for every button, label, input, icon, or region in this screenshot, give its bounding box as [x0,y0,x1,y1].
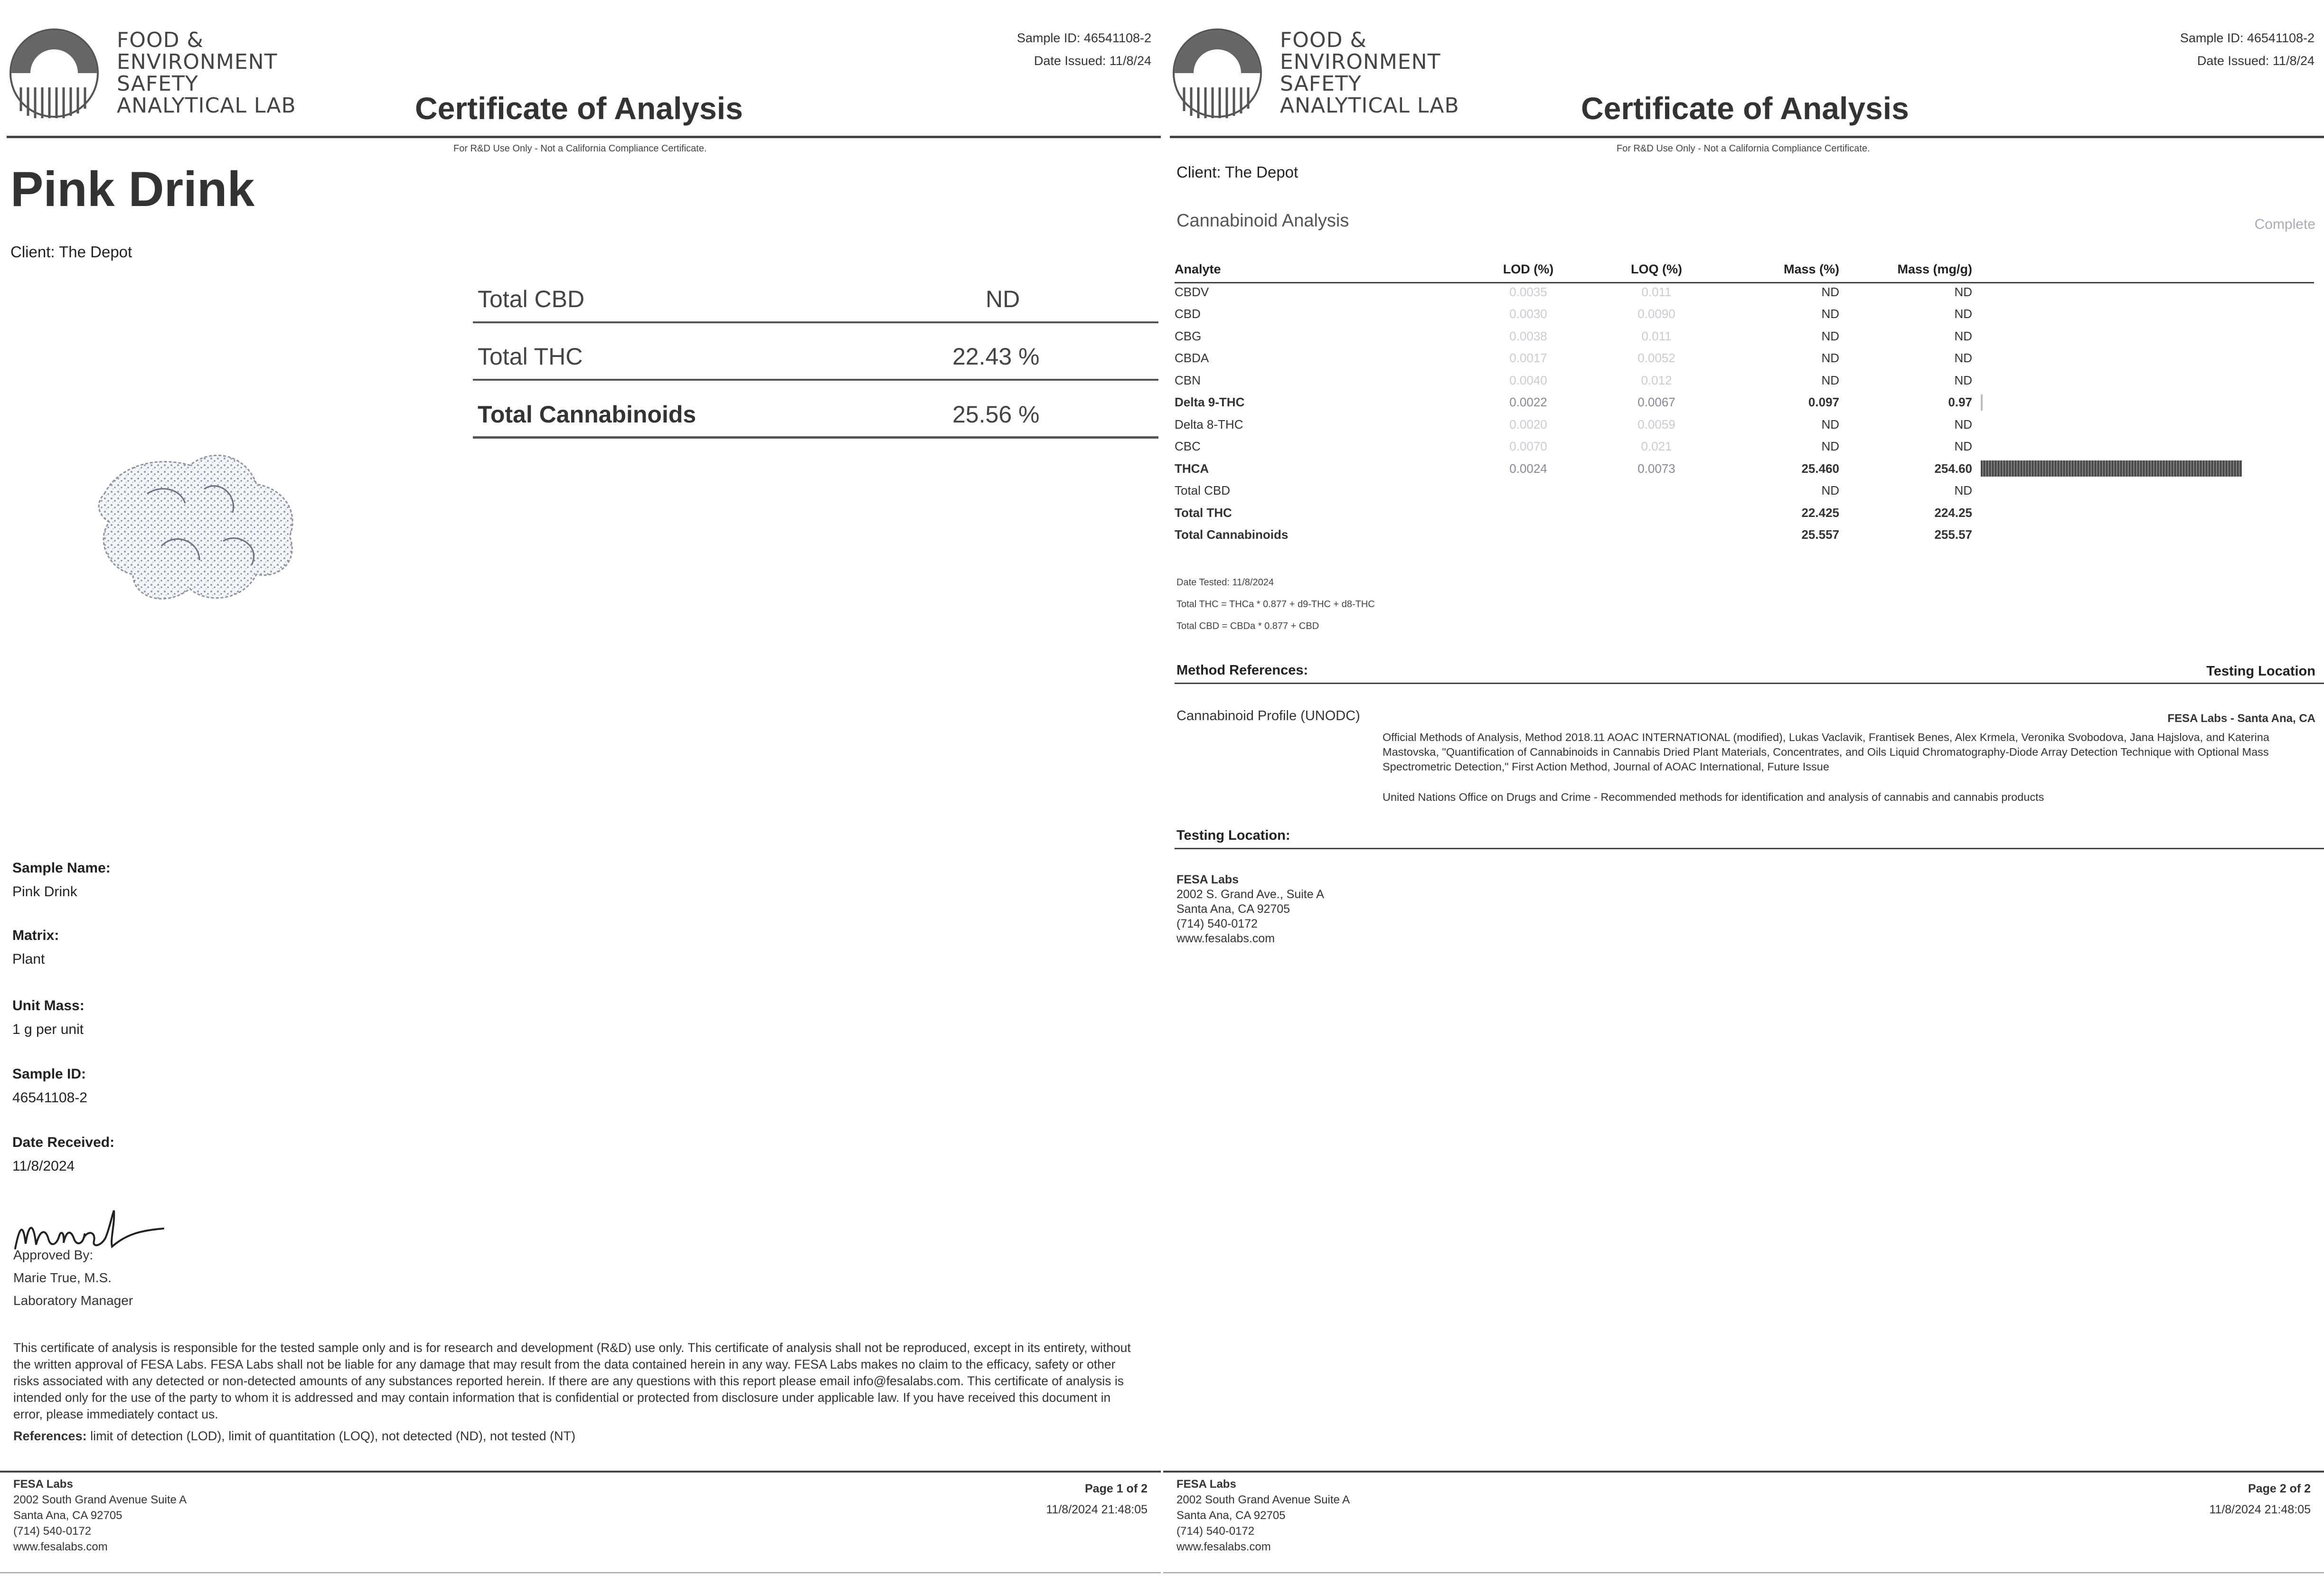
mass-mg-cell: 224.25 [1934,505,1972,520]
footer-website: www.fesalabs.com [13,1540,108,1553]
coa-page-1 [0,0,1161,1586]
loq-cell: 0.012 [1641,373,1672,387]
mass-pct-cell: ND [1821,439,1839,454]
fesa-logo-icon [1170,21,1274,125]
lod-cell [1464,502,1592,524]
table-row [1175,413,2305,436]
footer-address [1176,1476,1350,1555]
analyte-cell: Total THC [1175,505,1232,520]
client-name: Client: The Depot [10,243,132,261]
loq-cell: 0.011 [1641,328,1672,343]
testing-phone: (714) 540-0172 [1176,917,1258,930]
testing-address-line: 2002 S. Grand Ave., Suite A [1176,888,1324,901]
lab-name [1280,29,1459,117]
document-title: Certificate of Analysis [1581,91,1909,126]
rd-use-note: For R&D Use Only - Not a California Compliance Certificate. [453,143,707,154]
footer-divider [1163,1471,2324,1473]
mass-pct-cell: ND [1821,328,1839,343]
column-header-bar [1972,260,2305,281]
rd-use-note: For R&D Use Only - Not a California Compliance Certificate. [1617,143,1870,154]
lab-name-line: ENVIRONMENT [117,50,278,74]
lod-cell: 0.0035 [1509,284,1547,299]
summary-divider [473,436,1158,439]
mass-mg-cell: ND [1954,373,1972,387]
table-row [1175,392,2305,414]
approved-by-label: Approved By: [13,1248,94,1262]
analyte-cell: Total Cannabinoids [1175,527,1289,542]
footer-address-line: 2002 South Grand Avenue Suite A [13,1493,187,1506]
footer-timestamp: 11/8/2024 21:48:05 [2209,1503,2311,1516]
lod-cell: 0.0070 [1509,439,1547,454]
mass-pct-cell: 25.557 [1801,527,1839,542]
header-date-issued: Date Issued: 11/8/24 [1034,54,1151,68]
detail-value-matrix: Plant [12,951,45,967]
lab-name [117,29,296,117]
fesa-logo [1170,21,1474,125]
analyte-cell: Delta 9-THC [1175,395,1245,410]
summary-label: Total THC [478,343,583,370]
mass-pct-cell: ND [1821,351,1839,366]
mass-mg-cell: ND [1954,417,1972,432]
column-header: LOQ (%) [1631,262,1682,276]
mass-mg-cell: ND [1954,351,1972,366]
document-title: Certificate of Analysis [415,91,743,126]
mass-pct-cell: ND [1821,417,1839,432]
table-row [1175,524,2305,546]
formula-total-thc: Total THC = THCa * 0.877 + d9-THC + d8-THC [1176,599,1375,610]
mass-pct-cell: ND [1821,483,1839,498]
fesa-logo-icon [7,21,111,125]
detail-value-date-received: 11/8/2024 [12,1158,75,1174]
lod-cell [1464,480,1592,502]
column-header: Mass (%) [1783,262,1839,276]
lod-cell: 0.0024 [1509,461,1547,476]
mass-mg-cell: ND [1954,328,1972,343]
bar-cell [1972,502,2305,524]
mass-pct-cell: 0.097 [1808,395,1839,410]
analyte-cell: CBC [1175,439,1201,454]
bar-cell [1972,281,2305,303]
mass-pct-cell: ND [1821,373,1839,387]
detail-label-matrix: Matrix: [12,928,59,943]
references [13,1429,575,1444]
mass-pct-cell: 22.425 [1801,505,1839,520]
table-row [1175,281,2305,303]
mass-pct-cell: ND [1821,284,1839,299]
page-number: Page 1 of 2 [1085,1482,1148,1495]
loq-cell: 0.011 [1641,284,1672,299]
table-row [1175,458,2305,480]
formula-total-cbd: Total CBD = CBDa * 0.877 + CBD [1176,621,1319,631]
testing-website: www.fesalabs.com [1176,932,1275,945]
analyte-cell: Delta 8-THC [1175,417,1243,432]
summary-divider [473,379,1158,381]
lod-cell: 0.0030 [1509,307,1547,321]
analyte-cell: CBDA [1175,351,1209,366]
analyte-cell: Total CBD [1175,483,1231,498]
product-name: Pink Drink [10,162,255,217]
analyte-cell: CBG [1175,328,1202,343]
bar-cell [1972,480,2305,502]
loq-cell: 0.021 [1641,439,1672,454]
detail-value-sample-id: 46541108-2 [12,1090,87,1106]
detail-label-unit-mass: Unit Mass: [12,998,85,1014]
footer-address [13,1476,187,1555]
header-divider [1170,136,2324,138]
footer-address-line: Santa Ana, CA 92705 [1176,1509,1286,1522]
page-number: Page 2 of 2 [2248,1482,2311,1495]
bar-cell [1972,436,2305,458]
approver-title: Laboratory Manager [13,1293,133,1308]
table-row [1175,436,2305,458]
header-sample-id: Sample ID: 46541108-2 [2180,31,2315,45]
lab-name-line: ANALYTICAL LAB [1280,94,1459,118]
loq-cell: 0.0052 [1637,351,1675,366]
footer-page-info [2209,1478,2311,1520]
references-label: References: [13,1429,87,1443]
table-row [1175,502,2305,524]
bar-cell [1972,413,2305,436]
bar-cell [1972,392,2305,414]
section-title: Cannabinoid Analysis [1176,211,1349,231]
footer-address-line: Santa Ana, CA 92705 [13,1509,122,1522]
footer-phone: (714) 540-0172 [13,1525,92,1538]
bar-cell [1972,458,2305,480]
method-location: FESA Labs - Santa Ana, CA [2167,712,2315,725]
header-sample-id: Sample ID: 46541108-2 [1016,31,1151,45]
analyte-cell: CBN [1175,373,1201,387]
method-references-divider [1175,683,2324,684]
disclaimer-text: This certificate of analysis is responsible for the tested sample only and is for research and development (R&D) use only. This certificate of analysis shall not be reproduced, except in its entirety, without the written approval of FESA Labs. FESA Labs shall not be liable for any damage that may result from the data contained herein in any way. FESA Labs makes no claim to the efficacy, safety or other risks associated with any detected or non-detected amounts of any substances reported herein. If there are any questions with this report please email info@fesalabs.com. This certificate of analysis is intended only for the use of the party to whom it is addressed and may contain information that is confidential or protected from disclosure under applicable law. If you have received this document in error, please immediately contact us. [13,1341,1131,1421]
mass-mg-cell: ND [1954,284,1972,299]
column-header: LOD (%) [1503,262,1554,276]
bar-cell [1972,369,2305,392]
lab-name-line: ANALYTICAL LAB [117,94,296,118]
bar-cell [1972,325,2305,347]
summary-value: 25.56 % [952,401,1040,428]
summary-label: Total Cannabinoids [478,401,696,428]
detail-label-sample-id: Sample ID: [12,1066,86,1082]
testing-lab-name: FESA Labs [1176,873,1239,886]
date-tested: Date Tested: 11/8/2024 [1176,577,1274,588]
table-row [1175,325,2305,347]
client-name: Client: The Depot [1176,163,1298,181]
fesa-logo [7,21,310,125]
footer-address-line: 2002 South Grand Avenue Suite A [1176,1493,1350,1506]
loq-cell: 0.0059 [1637,417,1675,432]
mass-pct-cell: ND [1821,307,1839,321]
lod-cell: 0.0020 [1509,417,1547,432]
table-row [1175,480,2305,502]
summary-value: 22.43 % [952,343,1040,370]
status-badge: Complete [2254,216,2315,232]
mass-mg-cell: 0.97 [1948,395,1972,410]
testing-location-heading: Testing Location: [1176,828,1290,843]
bottom-rule [1163,1572,2324,1573]
lod-cell: 0.0017 [1509,351,1547,366]
header-meta [2180,27,2315,72]
lab-name-line: SAFETY [117,72,198,96]
table-header-row [1175,260,2305,281]
method-reference-unodc: United Nations Office on Drugs and Crime - Recommended methods for identification and analysis of cannabis and cannabis products [1383,791,2044,803]
analyte-cell: THCA [1175,461,1209,476]
testing-location-column-heading: Testing Location [2206,664,2315,679]
footer-website: www.fesalabs.com [1176,1540,1271,1553]
product-image [90,437,318,617]
table-header-divider [1175,282,2314,283]
bar-cell [1972,303,2305,326]
footer-lab-name: FESA Labs [13,1478,73,1491]
column-header: Analyte [1175,262,1221,276]
coa-page-2 [1163,0,2324,1586]
bar-cell [1972,347,2305,370]
lab-name-line: SAFETY [1280,72,1362,96]
method-references-heading: Method References: [1176,663,1308,678]
mass-pct-cell: 25.460 [1801,461,1839,476]
summary-total-thc [473,325,1158,381]
header-meta [1017,27,1151,72]
detail-label-date-received: Date Received: [12,1135,115,1150]
testing-location-address [1176,873,1324,946]
footer-divider [0,1471,1161,1473]
header-divider [7,136,1161,138]
testing-address-line: Santa Ana, CA 92705 [1176,902,1290,916]
footer-lab-name: FESA Labs [1176,1478,1236,1491]
loq-cell [1592,524,1721,546]
lab-name-line: ENVIRONMENT [1280,50,1441,74]
concentration-bar [1981,394,1983,411]
lod-cell: 0.0038 [1509,328,1547,343]
approver-name: Marie True, M.S. [13,1270,112,1285]
method-reference-aoac: Official Methods of Analysis, Method 2018.11 AOAC INTERNATIONAL (modified), Lukas Vaclavik, Frantisek Benes, Alex Krmela, Veronika Svobodova, Jana Hajslova, and Katerina Mastovska, "Quantification of Cannabinoids in Cannabis Dried Plant Materials, Concentrates, and Oils Liquid Chromatography-Diode Array Detection Technique with Optional Mass Spectrometric Detection," First Action Method, Journal of AOAC International, Future Issue [1383,731,2269,773]
summary-label: Total CBD [478,286,585,312]
mass-mg-cell: 255.57 [1934,527,1972,542]
analyte-cell: CBD [1175,307,1201,321]
lod-cell [1464,524,1592,546]
cannabinoid-table [1175,260,2305,546]
footer-page-info [1046,1478,1148,1520]
lod-cell: 0.0022 [1509,395,1547,410]
summary-total-cannabinoids [473,383,1158,439]
mass-mg-cell: 254.60 [1934,461,1972,476]
detail-value-unit-mass: 1 g per unit [12,1022,84,1037]
loq-cell: 0.0090 [1637,307,1675,321]
lab-name-line: FOOD & [1280,28,1367,52]
table-row [1175,369,2305,392]
table-row [1175,347,2305,370]
concentration-bar [1981,460,2242,477]
method-name: Cannabinoid Profile (UNODC) [1176,708,1360,723]
cannabis-bud-image [90,437,318,617]
summary-total-cbd [473,267,1158,323]
analyte-cell: CBDV [1175,284,1209,299]
detail-value-sample-name: Pink Drink [12,884,77,900]
footer-timestamp: 11/8/2024 21:48:05 [1046,1503,1148,1516]
loq-cell [1592,502,1721,524]
mass-mg-cell: ND [1954,483,1972,498]
mass-mg-cell: ND [1954,439,1972,454]
bar-cell [1972,524,2305,546]
detail-label-sample-name: Sample Name: [12,860,111,876]
summary-divider [473,321,1158,323]
table-row [1175,303,2305,326]
footer-phone: (714) 540-0172 [1176,1525,1255,1538]
loq-cell: 0.0073 [1637,461,1675,476]
column-header: Mass (mg/g) [1897,262,1972,276]
header-date-issued: Date Issued: 11/8/24 [2197,54,2315,68]
summary-value: ND [986,286,1020,312]
mass-mg-cell: ND [1954,307,1972,321]
references-text: limit of detection (LOD), limit of quantitation (LOQ), not detected (ND), not tested (NT) [90,1429,575,1443]
testing-location-divider [1175,848,2324,849]
loq-cell: 0.0067 [1637,395,1675,410]
bottom-rule [0,1572,1161,1573]
loq-cell [1592,480,1721,502]
lod-cell: 0.0040 [1509,373,1547,387]
lab-name-line: FOOD & [117,28,204,52]
